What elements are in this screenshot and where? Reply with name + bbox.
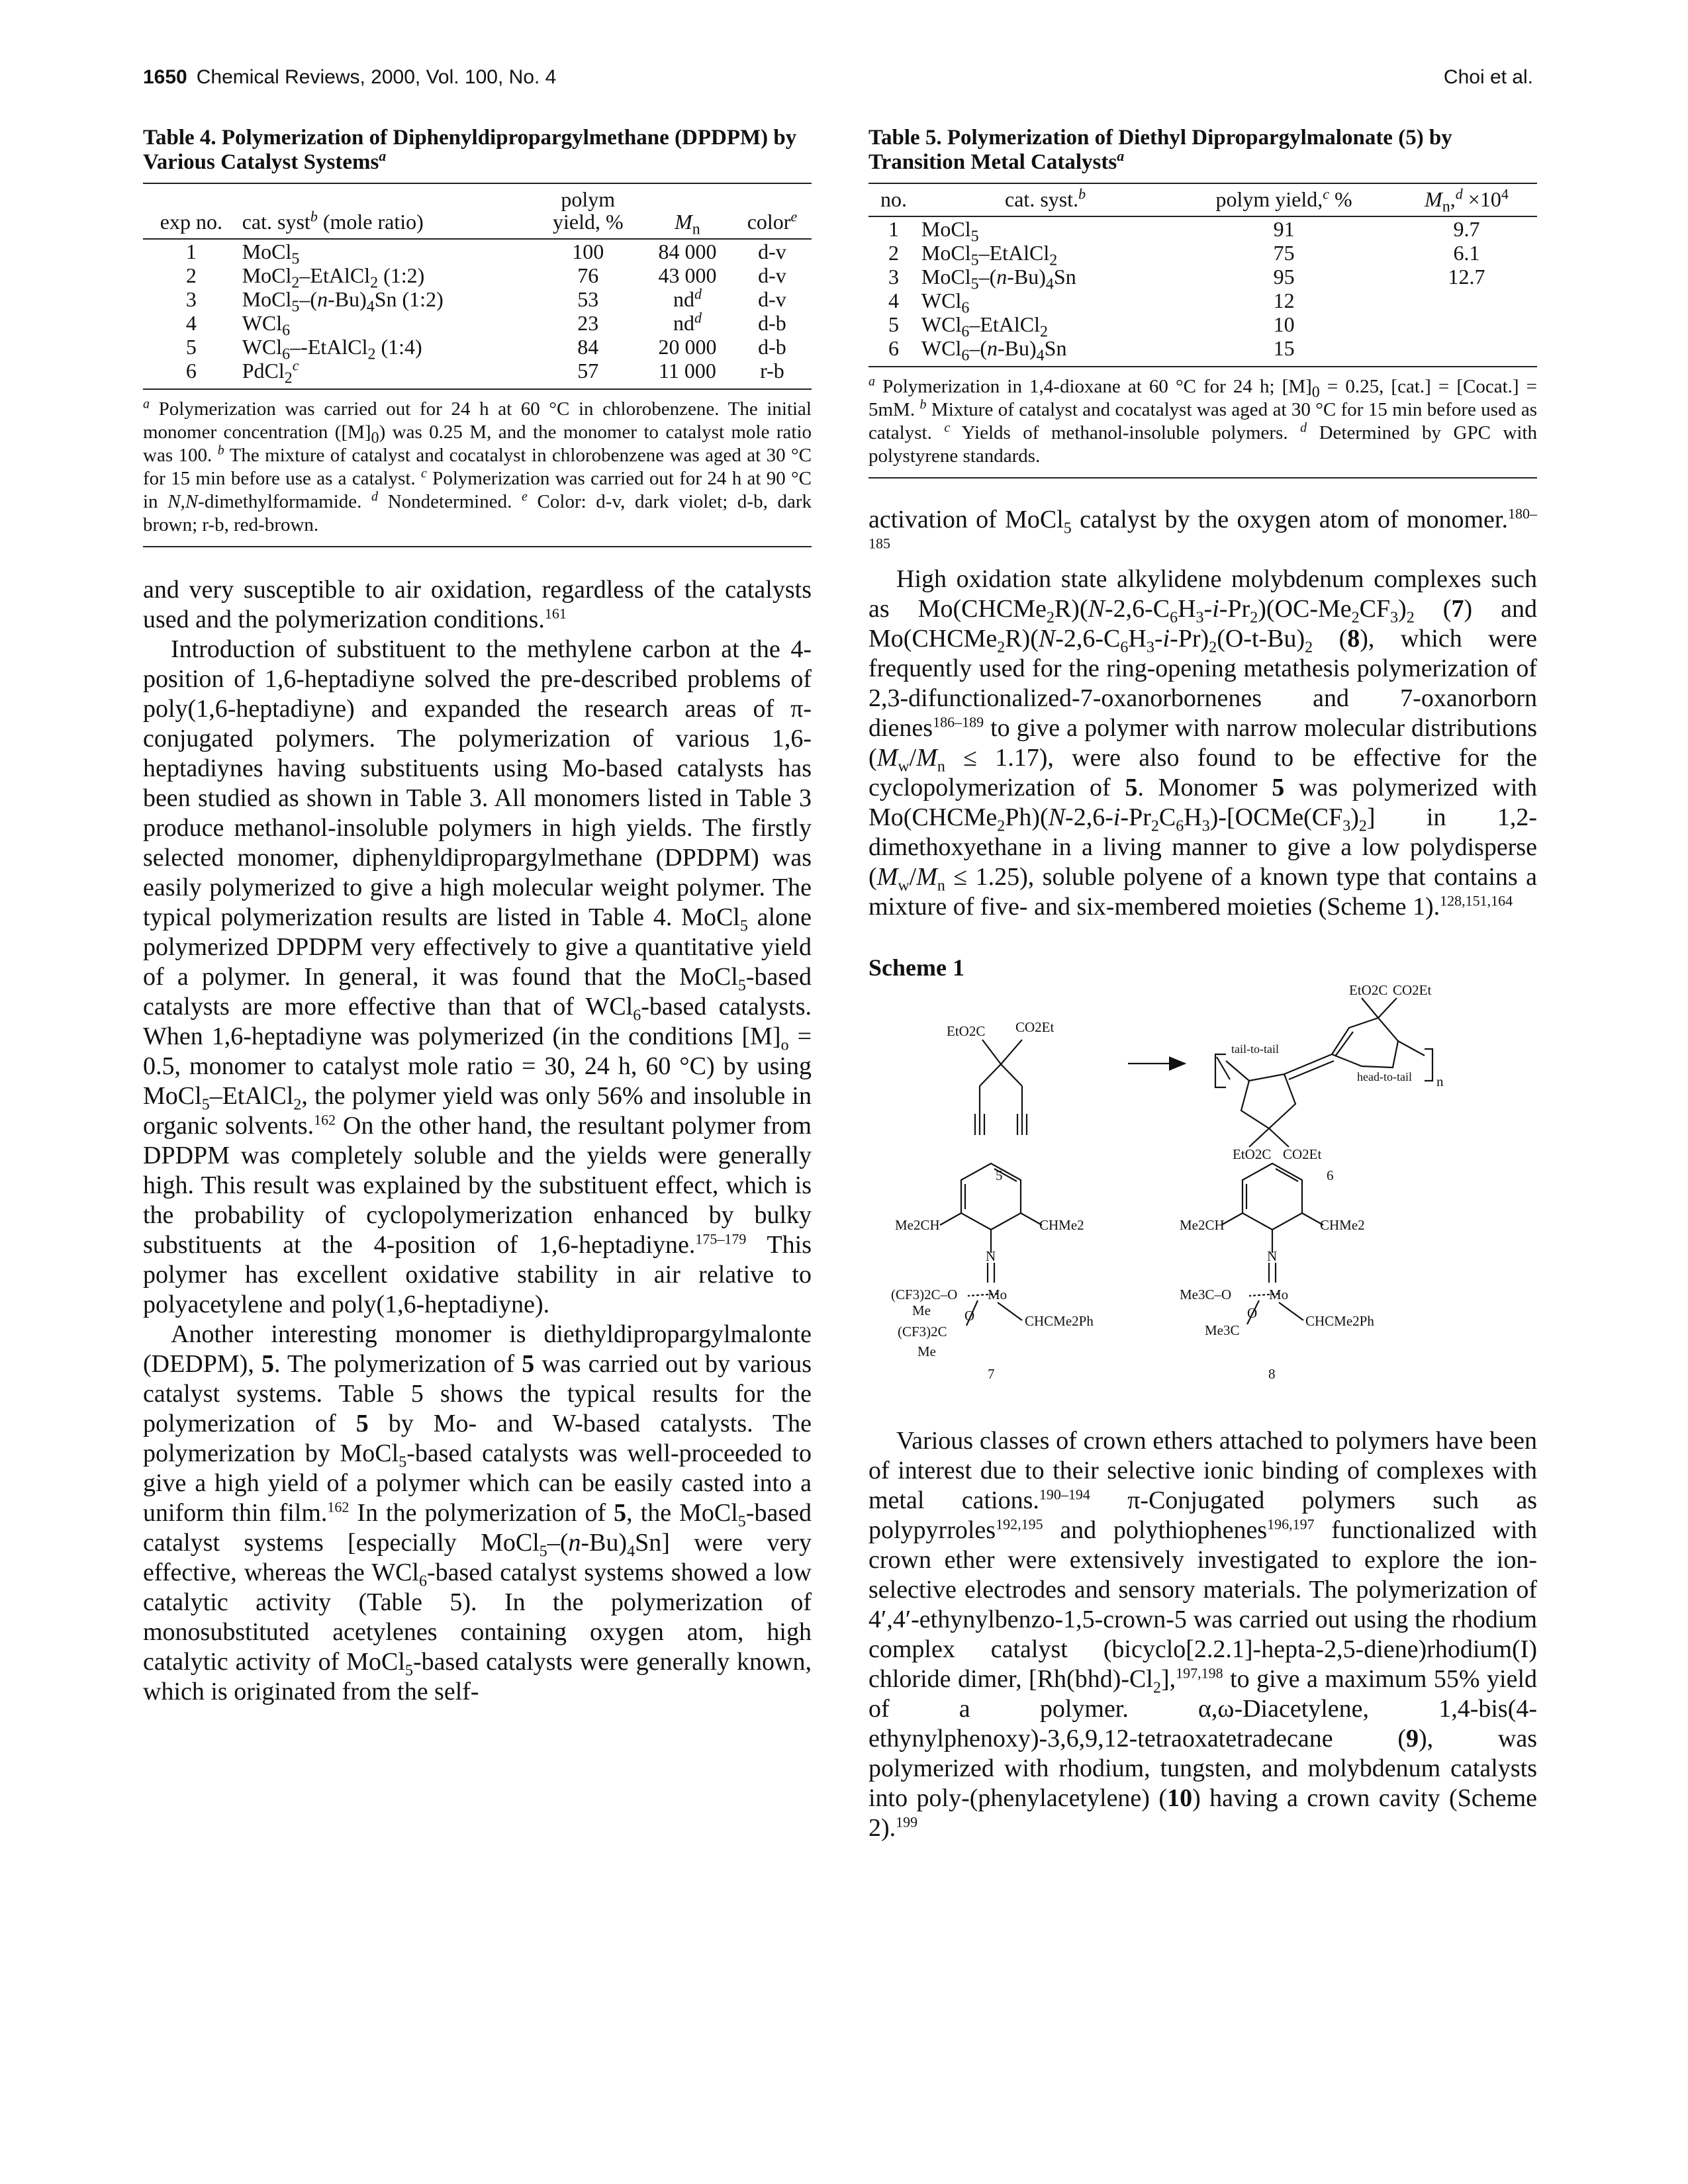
left-body-text <box>143 575 812 1707</box>
label-me: Me <box>917 1343 936 1359</box>
col-cat-syst: cat. syst.$^b$ <box>919 183 1172 216</box>
label-mo: Mo <box>1269 1287 1289 1302</box>
paragraph: Various classes of crown ethers attached to polymers have been of interest due to their selective ionic binding of complexes with metal cations.$^{190-194}$ π-Conjugated polymers such as polypyrroles$^{192,195}$ and polythiophenes$^{196,197}$ functionalized with crown ether were extensively investigated to explore the ion-selective electrodes and sensory materials. The polymerization of 4′,4′-ethynylbenzo-1,5-crown-5 was carried out using the rhodium complex catalyst (bicyclo[2.2.1]-hepta-2,5-diene)rhodium(I) chloride dimer, $[Rh(bhd)-Cl_2],^{197,198}$ to give a maximum 55% yield of a polymer. α,ω-Diacetylene, 1,4-bis(4-ethynylphenoxy)-3,6,9,12-tetraoxatetradecane (9), was polymerized with rhodium, tungsten, and molybdenum catalysts into poly-(phenylacetylene) (10) having a crown cavity (Scheme 2).$^{199}$ <box>868 1427 1538 1842</box>
paragraph: High oxidation state alkylidene molybdenum complexes such as $Mo(CHCMe_2R)(N-2,6-C_6H_3-i-Pr_2)(OC-Me_2CF_3)_2$ (7) and $Mo(CHCMe_2R)(N-2,6-C_6H_3-i-Pr)_2(O-t-Bu)_2$ (8), which were frequently used for the ring-opening metathesis polymerization of 2,3-difunctionalized-7-oxanorbornenes and 7-oxanorborn dienes$^{186-189}$ to give a polymer with narrow molecular distributions $(M_w/M_n \le 1.17)$, were also found to be effective for the cyclopolymerization of 5. Monomer 5 was polymerized with $Mo(CHCMe_2Ph)(N-2,6-i-Pr_2C_6H_3)-[OCMe(CF_3)_2]$ in 1,2-dimethoxyethane in a living manner to give a low polydisperse $(M_w/M_n \le 1.25)$, soluble polyene of a known type that contains a mixture of five- and six-membered moieties (Scheme 1).$^{128,151,164}$ <box>868 565 1538 921</box>
label-co2et: CO2Et <box>1393 982 1432 998</box>
table-row: 1 MoCl$_5$ 91 9.7 <box>888 217 1480 246</box>
label-cf3-2c: (CF3)2C <box>898 1324 947 1340</box>
table-row: 6 $WCl_6-(n-Bu)_4Sn$ 15 <box>888 336 1295 365</box>
col-no: no. <box>868 183 919 216</box>
label-me: Me <box>912 1302 931 1318</box>
label-co2et: CO2Et <box>1015 1019 1055 1035</box>
label-tail-to-tail: tail-to-tail <box>1231 1042 1279 1056</box>
col-polym-yield: polym yield, % <box>534 183 642 239</box>
label-head-to-tail: head-to-tail <box>1357 1070 1412 1083</box>
col-polym-yield: polym yield,$^c$ % <box>1172 183 1396 216</box>
page-number: 1650 <box>143 66 187 88</box>
table-row: 5 WCl$_6$–-EtAlCl$_2$ (1:4) 84 20 000 d-b <box>185 335 786 363</box>
label-eto2c: EtO2C <box>1233 1146 1272 1162</box>
label-compound-6: 6 <box>1327 1167 1334 1183</box>
scheme-title: Scheme 1 <box>868 954 964 981</box>
monomer-5-structure <box>975 1040 1027 1135</box>
paragraph: Another interesting monomer is diethyldipropargylmalonte (DEDPM), 5. The polymerization of 5 was carried out by various catalyst systems. Table 5 shows the typical results for the polymerization of 5 by Mo- and W-based catalysts. The polymerization by MoCl$_5$-based catalysts was well-proceeded to give a high yield of a polymer which can be easily casted into a uniform thin film.$^{162}$ In the polymerization of 5, the MoCl$_5$-based catalyst systems [especially $MoCl_5-(n-Bu)_4Sn$] were very effective, whereas the WCl$_6$-based catalyst systems showed a low catalytic activity (Table 5). In the polymerization of monosubstituted acetylenes containing oxygen atom, high catalytic activity of MoCl$_5$-based catalysts were generally known, which is originated from the self- <box>143 1320 812 1706</box>
label-n-atom: N <box>1267 1248 1278 1264</box>
table-row: 3 $MoCl_5-(n-Bu)_4Sn$ (1:2) 53 $nd^d$ d-v <box>185 285 786 316</box>
label-o: O <box>964 1308 975 1324</box>
author-header: Choi et al. <box>1443 66 1533 88</box>
table-5 <box>868 126 1537 478</box>
table-4 <box>143 126 812 547</box>
label-chme2: CHMe2 <box>1320 1217 1365 1233</box>
label-me3c: Me3C <box>1205 1322 1240 1338</box>
col-mn: $M_n$ <box>642 183 733 239</box>
scheme-1-drawing <box>868 981 1537 1412</box>
table-5-footnotes: $^a$ Polymerization in 1,4-dioxane at 60 °C for 24 h; $[M]_0 = 0.25$, [cat.] = [Cocat.] = 5mM. $^b$ Mixture of catalyst and cocatalyst was aged at 30 °C for 15 min before used as catalyst. $^c$ Yields of methanol-insoluble polymers. $^d$ Determined by GPC with polystyrene standards. <box>868 366 1537 478</box>
label-compound-7: 7 <box>988 1366 995 1382</box>
label-cf3-2c-o: (CF3)2C–O <box>891 1287 958 1302</box>
left-column <box>143 126 812 1707</box>
table-row: 1 MoCl$_5$ 100 84 000 d-v <box>185 240 786 268</box>
paragraph: activation of MoCl$_5$ catalyst by the oxygen atom of monomer.$^{180-185}$ <box>868 505 1537 552</box>
label-n-atom: N <box>986 1248 996 1264</box>
label-me2ch: Me2CH <box>895 1217 940 1233</box>
col-exp-no: exp no. <box>143 183 240 239</box>
table-row: 5 WCl$_6$–EtAlCl$_2$ 10 <box>888 312 1295 341</box>
label-n: n <box>1436 1073 1444 1089</box>
table-row: 2 MoCl$_5$–EtAlCl$_2$ 75 6.1 <box>888 241 1480 269</box>
label-compound-8: 8 <box>1268 1366 1276 1382</box>
label-me3c-o: Me3C–O <box>1180 1287 1232 1302</box>
label-chcme2ph: CHCMe2Ph <box>1025 1313 1094 1329</box>
label-o: O <box>1247 1305 1258 1321</box>
label-eto2c: EtO2C <box>1349 982 1388 998</box>
table-5-header-row <box>868 183 1537 216</box>
journal-citation: Chemical Reviews, 2000, Vol. 100, No. 4 <box>196 66 557 88</box>
table-5-caption: Table 5. Polymerization of Diethyl Dipropargylmalonate (5) by Transition Metal Catalysts$^a$ <box>868 126 1452 174</box>
table-4-caption: Table 4. Polymerization of Diphenyldipropargylmethane (DPDPM) by Various Catalyst Systems$^a$ <box>143 126 797 174</box>
label-chcme2ph: CHCMe2Ph <box>1305 1313 1374 1329</box>
table-row: 6 PdCl$_2^c$ 57 11 000 r-b <box>185 357 784 387</box>
right-body-text-bottom <box>868 1426 1537 1843</box>
table-row: 2 MoCl$_2$–EtAlCl$_2$ (1:2) 76 43 000 d-v <box>185 263 786 292</box>
col-cat-syst: cat. syst$^b$ (mole ratio) <box>240 183 534 239</box>
table-row: 4 WCl$_6$ 12 <box>888 289 1295 317</box>
table-row: 3 $MoCl_5-(n-Bu)_4Sn$ 95 12.7 <box>888 265 1485 293</box>
label-me2ch: Me2CH <box>1180 1217 1225 1233</box>
table-4-header-row <box>143 183 812 239</box>
col-mn: $M_n,^d \times 10^4$ <box>1396 183 1537 216</box>
col-color: color$^e$ <box>733 183 812 239</box>
label-co2et: CO2Et <box>1283 1146 1322 1162</box>
table-row: 4 WCl$_6$ 23 $nd^d$ d-b <box>185 309 786 340</box>
label-mo: Mo <box>988 1287 1008 1302</box>
running-header <box>143 66 556 89</box>
right-body-text-top <box>868 505 1537 922</box>
table-4-grid <box>143 183 812 388</box>
paragraph: Introduction of substituent to the methylene carbon at the 4-position of 1,6-heptadiyne solved the pre-described problems of poly(1,6-heptadiyne) and expanded the research areas of π-conjugated polymers. The polymerization of various 1,6-heptadiynes having substituents using Mo-based catalysts has been studied as shown in Table 3. All monomers listed in Table 3 produce methanol-insoluble polymers in high yields. The firstly selected monomer, diphenyldipropargylmethane (DPDPM) was easily polymerized to give a high molecular weight polymer. The typical polymerization results are listed in Table 4. MoCl$_5$ alone polymerized DPDPM very effectively to give a quantitative yield of a polymer. In general, it was found that the MoCl$_5$-based catalysts are more effective than that of WCl$_6$-based catalysts. When 1,6-heptadiyne was polymerized (in the conditions $[M]_o = 0.5$, monomer to catalyst mole ratio = 30, 24 h, 60 °C) by using MoCl$_5$–EtAlCl$_2$, the polymer yield was only 56% and insoluble in organic solvents.$^{162}$ On the other hand, the resultant polymer from DPDPM was completely soluble and the yields were generally high. This result was explained by the substituent effect, which is the probability of cyclopolymerization enhanced by bulky substituents at the 4-position of 1,6-heptadiyne.$^{175-179}$ This polymer has excellent oxidative stability in air relative to polyacetylene and poly(1,6-heptadiyne). <box>143 635 812 1318</box>
table-4-footnotes: $^a$ Polymerization was carried out for 24 h at 60 °C in chlorobenzene. The initial monomer concentration $([M]_0)$ was 0.25 M, and the monomer to catalyst mole ratio was 100. $^b$ The mixture of catalyst and cocatalyst in chlorobenzene was aged at 30 °C for 15 min before use as a catalyst. $^c$ Polymerization was carried out for 24 h at 90 °C in N,N-dimethylformamide. $^d$ Nondetermined. $^e$ Color: d-v, dark violet; d-b, dark brown; r-b, red-brown. <box>143 388 812 547</box>
paragraph: and very susceptible to air oxidation, regardless of the catalysts used and the polymerization conditions.$^{161}$ <box>143 576 812 633</box>
label-eto2c: EtO2C <box>947 1023 986 1039</box>
label-chme2: CHMe2 <box>1039 1217 1084 1233</box>
label-compound-5: 5 <box>996 1167 1003 1183</box>
right-column <box>868 126 1537 1843</box>
table-5-grid <box>868 183 1537 366</box>
